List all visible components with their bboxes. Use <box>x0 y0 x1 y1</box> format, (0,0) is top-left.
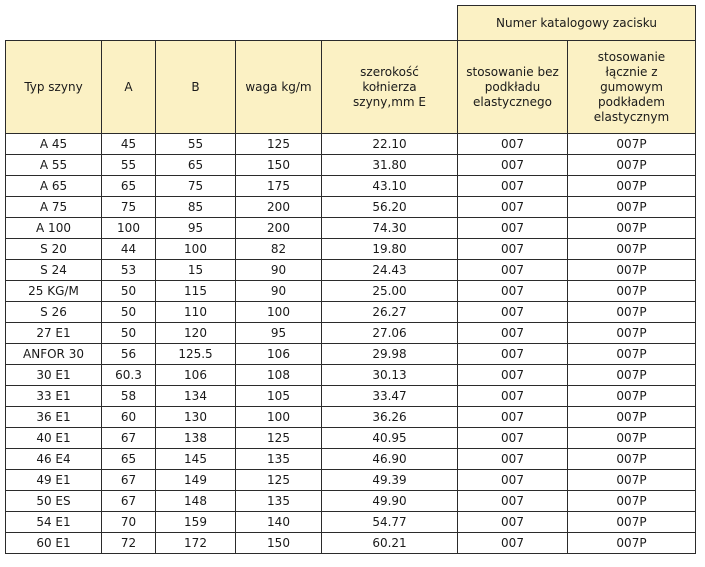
cell-rail-type: 50 ES <box>6 491 102 512</box>
cell-weight: 125 <box>236 428 322 449</box>
cell-a: 45 <box>102 134 156 155</box>
cell-catalog-rubber-pad: 007P <box>568 218 696 239</box>
table-row <box>6 533 696 554</box>
cell-weight: 150 <box>236 533 322 554</box>
table-body <box>6 134 696 554</box>
cell-flange-width: 31.80 <box>322 155 458 176</box>
cell-catalog-no-pad: 007 <box>458 407 568 428</box>
cell-catalog-rubber-pad: 007P <box>568 176 696 197</box>
cell-flange-width: 74.30 <box>322 218 458 239</box>
cell-weight: 106 <box>236 344 322 365</box>
table-row <box>6 449 696 470</box>
cell-rail-type: 27 E1 <box>6 323 102 344</box>
cell-b: 172 <box>156 533 236 554</box>
cell-catalog-rubber-pad: 007P <box>568 134 696 155</box>
cell-b: 106 <box>156 365 236 386</box>
header-rail-type: Typ szyny <box>6 41 102 134</box>
cell-catalog-rubber-pad: 007P <box>568 386 696 407</box>
table-row <box>6 428 696 449</box>
cell-b: 145 <box>156 449 236 470</box>
cell-weight: 105 <box>236 386 322 407</box>
cell-flange-width: 33.47 <box>322 386 458 407</box>
cell-flange-width: 24.43 <box>322 260 458 281</box>
cell-catalog-rubber-pad: 007P <box>568 344 696 365</box>
cell-a: 67 <box>102 491 156 512</box>
cell-weight: 150 <box>236 155 322 176</box>
cell-catalog-rubber-pad: 007P <box>568 512 696 533</box>
table-row <box>6 176 696 197</box>
cell-flange-width: 40.95 <box>322 428 458 449</box>
cell-b: 75 <box>156 176 236 197</box>
column-header-row <box>6 41 696 134</box>
cell-rail-type: A 75 <box>6 197 102 218</box>
header-weight: waga kg/m <box>236 41 322 134</box>
cell-catalog-rubber-pad: 007P <box>568 365 696 386</box>
cell-b: 130 <box>156 407 236 428</box>
header-flange-width: szerokość kołnierza szyny,mm E <box>322 41 458 134</box>
table-row <box>6 218 696 239</box>
cell-b: 85 <box>156 197 236 218</box>
cell-catalog-rubber-pad: 007P <box>568 407 696 428</box>
cell-a: 65 <box>102 449 156 470</box>
cell-weight: 100 <box>236 407 322 428</box>
cell-b: 55 <box>156 134 236 155</box>
cell-a: 50 <box>102 323 156 344</box>
cell-catalog-no-pad: 007 <box>458 281 568 302</box>
cell-flange-width: 60.21 <box>322 533 458 554</box>
cell-catalog-no-pad: 007 <box>458 365 568 386</box>
cell-weight: 175 <box>236 176 322 197</box>
table-header <box>6 6 696 134</box>
cell-catalog-no-pad: 007 <box>458 134 568 155</box>
cell-a: 67 <box>102 470 156 491</box>
cell-catalog-no-pad: 007 <box>458 449 568 470</box>
cell-weight: 108 <box>236 365 322 386</box>
cell-weight: 135 <box>236 491 322 512</box>
table-row <box>6 134 696 155</box>
cell-rail-type: ANFOR 30 <box>6 344 102 365</box>
cell-catalog-no-pad: 007 <box>458 155 568 176</box>
cell-weight: 200 <box>236 197 322 218</box>
cell-rail-type: A 100 <box>6 218 102 239</box>
cell-b: 15 <box>156 260 236 281</box>
cell-a: 75 <box>102 197 156 218</box>
table-row <box>6 407 696 428</box>
cell-b: 134 <box>156 386 236 407</box>
cell-catalog-no-pad: 007 <box>458 260 568 281</box>
cell-rail-type: 30 E1 <box>6 365 102 386</box>
cell-catalog-rubber-pad: 007P <box>568 260 696 281</box>
cell-rail-type: S 24 <box>6 260 102 281</box>
cell-b: 159 <box>156 512 236 533</box>
catalog-number-group-header: Numer katalogowy zacisku <box>458 6 696 41</box>
table-row <box>6 260 696 281</box>
cell-rail-type: 60 E1 <box>6 533 102 554</box>
cell-catalog-rubber-pad: 007P <box>568 155 696 176</box>
cell-catalog-rubber-pad: 007P <box>568 491 696 512</box>
cell-flange-width: 29.98 <box>322 344 458 365</box>
table-row <box>6 281 696 302</box>
cell-catalog-no-pad: 007 <box>458 302 568 323</box>
cell-catalog-rubber-pad: 007P <box>568 281 696 302</box>
rail-clip-table <box>5 5 696 554</box>
cell-rail-type: S 26 <box>6 302 102 323</box>
cell-catalog-no-pad: 007 <box>458 512 568 533</box>
cell-b: 65 <box>156 155 236 176</box>
cell-flange-width: 30.13 <box>322 365 458 386</box>
table-row <box>6 302 696 323</box>
header-with-rubber-pad: stosowanie łącznie z gumowym podkładem elastycznym <box>568 41 696 134</box>
cell-weight: 135 <box>236 449 322 470</box>
cell-weight: 100 <box>236 302 322 323</box>
cell-weight: 90 <box>236 260 322 281</box>
cell-weight: 82 <box>236 239 322 260</box>
table-row <box>6 197 696 218</box>
cell-catalog-no-pad: 007 <box>458 491 568 512</box>
cell-rail-type: 54 E1 <box>6 512 102 533</box>
cell-flange-width: 43.10 <box>322 176 458 197</box>
cell-a: 56 <box>102 344 156 365</box>
table-row <box>6 344 696 365</box>
cell-catalog-no-pad: 007 <box>458 323 568 344</box>
cell-flange-width: 26.27 <box>322 302 458 323</box>
cell-rail-type: A 45 <box>6 134 102 155</box>
cell-b: 100 <box>156 239 236 260</box>
cell-catalog-no-pad: 007 <box>458 176 568 197</box>
group-header-row <box>6 6 696 41</box>
cell-catalog-rubber-pad: 007P <box>568 197 696 218</box>
cell-a: 65 <box>102 176 156 197</box>
cell-b: 138 <box>156 428 236 449</box>
table-row <box>6 323 696 344</box>
header-b: B <box>156 41 236 134</box>
cell-a: 60.3 <box>102 365 156 386</box>
cell-b: 120 <box>156 323 236 344</box>
cell-catalog-no-pad: 007 <box>458 428 568 449</box>
cell-catalog-no-pad: 007 <box>458 197 568 218</box>
table-row <box>6 386 696 407</box>
cell-b: 148 <box>156 491 236 512</box>
cell-b: 149 <box>156 470 236 491</box>
table-row <box>6 365 696 386</box>
cell-rail-type: 33 E1 <box>6 386 102 407</box>
cell-catalog-rubber-pad: 007P <box>568 302 696 323</box>
cell-catalog-no-pad: 007 <box>458 386 568 407</box>
cell-a: 72 <box>102 533 156 554</box>
cell-flange-width: 27.06 <box>322 323 458 344</box>
cell-catalog-no-pad: 007 <box>458 344 568 365</box>
cell-rail-type: 25 KG/M <box>6 281 102 302</box>
cell-catalog-no-pad: 007 <box>458 239 568 260</box>
cell-weight: 90 <box>236 281 322 302</box>
cell-flange-width: 36.26 <box>322 407 458 428</box>
cell-weight: 95 <box>236 323 322 344</box>
cell-flange-width: 49.39 <box>322 470 458 491</box>
cell-rail-type: A 55 <box>6 155 102 176</box>
cell-catalog-rubber-pad: 007P <box>568 239 696 260</box>
cell-rail-type: 40 E1 <box>6 428 102 449</box>
empty-header-area <box>6 6 458 41</box>
cell-a: 53 <box>102 260 156 281</box>
cell-catalog-rubber-pad: 007P <box>568 428 696 449</box>
rail-clip-table-container <box>5 5 696 554</box>
table-row <box>6 155 696 176</box>
cell-catalog-rubber-pad: 007P <box>568 470 696 491</box>
cell-flange-width: 49.90 <box>322 491 458 512</box>
cell-b: 115 <box>156 281 236 302</box>
cell-weight: 125 <box>236 470 322 491</box>
table-row <box>6 512 696 533</box>
cell-weight: 200 <box>236 218 322 239</box>
cell-b: 110 <box>156 302 236 323</box>
cell-flange-width: 25.00 <box>322 281 458 302</box>
cell-b: 95 <box>156 218 236 239</box>
cell-weight: 140 <box>236 512 322 533</box>
cell-a: 60 <box>102 407 156 428</box>
cell-rail-type: 49 E1 <box>6 470 102 491</box>
cell-a: 70 <box>102 512 156 533</box>
cell-a: 100 <box>102 218 156 239</box>
cell-catalog-no-pad: 007 <box>458 533 568 554</box>
cell-a: 44 <box>102 239 156 260</box>
cell-rail-type: S 20 <box>6 239 102 260</box>
cell-catalog-rubber-pad: 007P <box>568 533 696 554</box>
cell-a: 67 <box>102 428 156 449</box>
header-a: A <box>102 41 156 134</box>
cell-flange-width: 19.80 <box>322 239 458 260</box>
cell-flange-width: 46.90 <box>322 449 458 470</box>
table-row <box>6 491 696 512</box>
cell-rail-type: 46 E4 <box>6 449 102 470</box>
cell-b: 125.5 <box>156 344 236 365</box>
cell-a: 50 <box>102 302 156 323</box>
table-row <box>6 239 696 260</box>
table-row <box>6 470 696 491</box>
cell-flange-width: 56.20 <box>322 197 458 218</box>
cell-a: 55 <box>102 155 156 176</box>
cell-a: 50 <box>102 281 156 302</box>
cell-catalog-rubber-pad: 007P <box>568 323 696 344</box>
cell-catalog-no-pad: 007 <box>458 218 568 239</box>
cell-flange-width: 54.77 <box>322 512 458 533</box>
cell-flange-width: 22.10 <box>322 134 458 155</box>
cell-catalog-no-pad: 007 <box>458 470 568 491</box>
cell-a: 58 <box>102 386 156 407</box>
cell-rail-type: 36 E1 <box>6 407 102 428</box>
cell-weight: 125 <box>236 134 322 155</box>
header-without-pad: stosowanie bez podkładu elastycznego <box>458 41 568 134</box>
cell-rail-type: A 65 <box>6 176 102 197</box>
cell-catalog-rubber-pad: 007P <box>568 449 696 470</box>
